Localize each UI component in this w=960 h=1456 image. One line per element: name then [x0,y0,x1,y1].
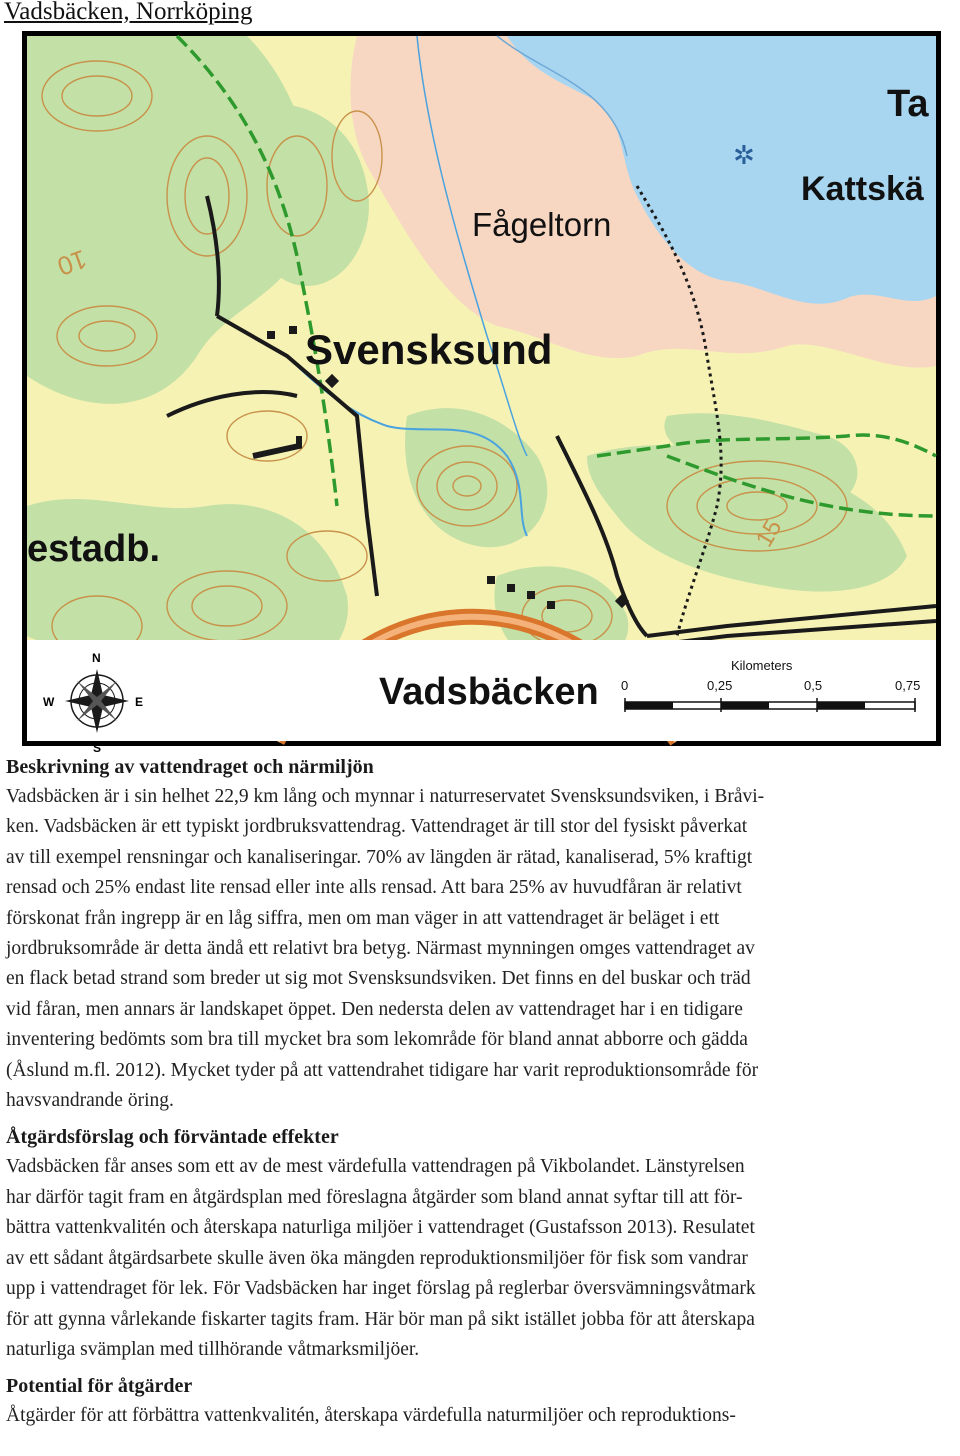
map-symbol: ✲ [733,140,755,170]
scale-tick-label: 0,25 [707,678,733,693]
map-label-kattska: Kattskä [801,170,924,208]
page-title: Vadsbäcken, Norrköping [4,0,253,25]
map-label-fageltorn: Fågeltorn [472,206,612,243]
paragraph-atgardsforslag: Vadsbäcken får anses som ett av de mest värdefulla vattendragen på Vikbolandet. Länstyrelsen har därför tagit fram en åtgärdsplan med föreslagna åtgärder som bland annat syftar till att för- bättra vattenkvalitén och återskapa naturliga miljöer i vattendraget (Gustafsson 2013). Resulatet av ett sådant åtgärdsarbete skulle även öka mängden reproduktionsmiljöer för fisk som vandrar upp i vattendraget för lek. För Vadsbäcken har inget förslag på reglerbar översvämningsvåtmark för att gynna vårlekande fiskarter tagits fram. Här bör man på sikt istället jobba för att återskapa naturliga svämplan med tillhörande våtmarksmiljöer. [6,1156,756,1360]
map [22,31,941,755]
paragraph-beskrivning: Vadsbäcken är i sin helhet 22,9 km lång och mynnar i naturreservatet Svensksundsviken, i Bråvi- ken. Vadsbäcken är ett typiskt jordbruksvattendrag. Vattendraget är till stor del fysiskt påverkat av till exempel rensningar och kanaliseringar. 70% av längden är rätad, kanaliserad, 5% kraftigt rensad och 25% endast lite rensad eller inte alls rensad. Att bara 25% av huvudfåran är relativt förskonat från ingrepp är en låg siffra, men om man väger in att vattendraget är beläget i ett jordbruksområde är detta ändå ett relativt bra betyg. Närmast mynningen omges vattendraget av en flack betad strand som breder ut sig mot Svensksundsviken. Det finns en del buskar och träd vid fåran, men annars är landskapet öppet. Den nedersta delen av vattendraget har i en tidigare inventering bedömts som bra till mycket bra som lekområde för bland annat abborre och gädda (Åslund m.fl. 2012). Mycket tyder på att vattendrahet tidigare har varit reproduktionsområde för havsvandrande öring. [6,786,765,1112]
compass-south: S [93,741,102,755]
map-label-estadb: estadb. [27,528,161,570]
section-heading: Beskrivning av vattendraget och närmiljön [6,756,374,778]
map-road-number: 15 [750,515,788,552]
scale-tick-label: 0,75 [895,678,921,693]
scale-tick-label: 0,5 [804,678,823,693]
section-heading: Åtgärdsförslag och förväntade effekter [6,1126,339,1149]
map-area-title: Vadsbäcken [379,671,599,713]
map-label-ta: Ta [887,83,929,125]
compass-west: W [43,695,55,709]
scale-tick-label: 0 [621,678,629,693]
map-canvas [27,36,936,755]
document-body [6,752,946,1432]
compass-north: N [92,651,101,665]
map-road-number: 10 [53,243,91,282]
map-label-svensksund: Svensksund [305,326,553,373]
paragraph-potential: Åtgärder för att förbättra vattenkvalitén, återskapa värdefulla naturmiljöer och reproduktions- [6,1405,736,1427]
compass-east: E [135,695,144,709]
scale-unit-label: Kilometers [731,658,793,673]
section-heading: Potential för åtgärder [6,1375,193,1398]
